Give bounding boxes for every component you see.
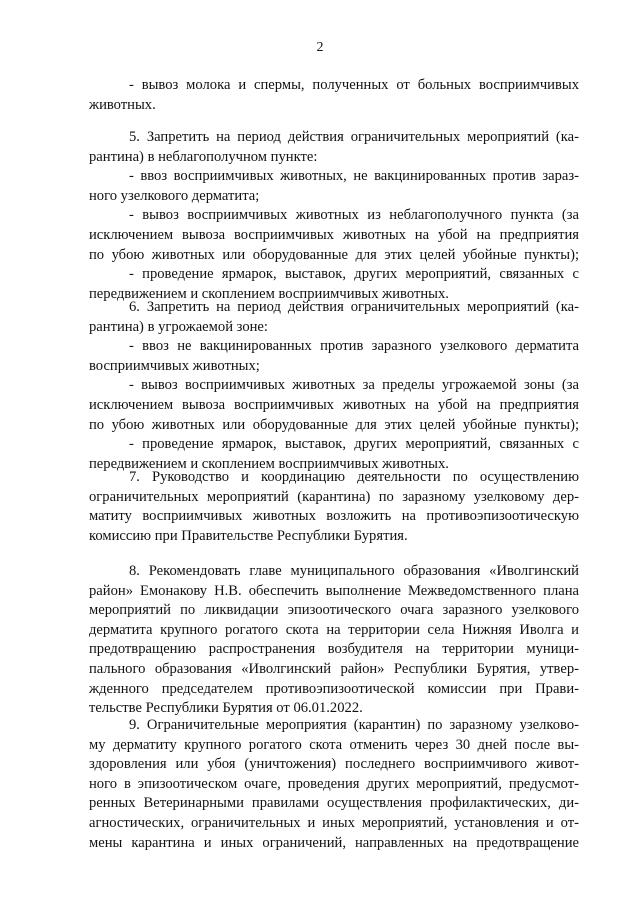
- text-line: мероприятий по ликвидации эпизоотического очага заразного узелкового: [89, 602, 579, 619]
- text-line: ренных Ветеринарными правилами осуществления профилактических, ди-: [89, 795, 579, 812]
- text-line: ограничительных мероприятий (карантина) по заразному узелковому дер-: [89, 488, 579, 505]
- text-line: по убою животных или оборудованные для этих целей убойные пункты);: [89, 246, 579, 263]
- text-line: рантина) в неблагополучном пункте:: [89, 148, 318, 165]
- text-line: 8. Рекомендовать главе муниципального образования «Иволгинский: [129, 563, 579, 579]
- text-line: - проведение ярмарок, выставок, других мероприятий, связанных с: [129, 266, 579, 283]
- text-line: передвижением и скоплением восприимчивых животных.: [89, 455, 449, 472]
- paragraph-item-7: [89, 468, 579, 546]
- text-line: 5. Запретить на период действия ограничительных мероприятий (ка-: [129, 129, 579, 145]
- text-line: тельстве Республики Бурятия от 06.01.2022.: [89, 700, 363, 717]
- paragraph-item-6: [89, 298, 579, 474]
- page-number: 2: [316, 40, 324, 55]
- text-line: 7. Руководство и координацию деятельности по осуществлению: [129, 469, 579, 485]
- text-line: 9. Ограничительные мероприятия (карантин) по заразному узелково-: [129, 717, 579, 733]
- text-line: предотвращению распространения возбудителя на территории муници-: [89, 641, 579, 658]
- text-line: матиту восприимчивых животных возложить на противоэпизоотическую: [89, 508, 579, 525]
- text-line: - проведение ярмарок, выставок, других мероприятий, связанных с: [129, 436, 579, 453]
- text-line: комиссию при Правительстве Республики Бурятия.: [89, 527, 408, 544]
- text-line: мены карантина и иных ограничений, направленных на предотвращение: [89, 834, 579, 851]
- text-line: рантина) в угрожаемой зоне:: [89, 318, 268, 335]
- text-line: ного в эпизоотическом очаге, проведения других мероприятий, предусмот-: [89, 775, 579, 792]
- paragraph-item-8: [89, 562, 579, 719]
- text-line: район» Емонакову Н.В. обеспечить выполнение Межведомственного плана: [89, 582, 579, 599]
- text-line: по убою животных или оборудованные для этих целей убойные пункты);: [89, 416, 579, 433]
- text-line: исключением вывоза восприимчивых животных на убой на предприятия: [89, 226, 579, 243]
- text-line: - ввоз не вакцинированных против заразного узелкового дерматита: [129, 338, 579, 355]
- text-line: 6. Запретить на период действия ограничительных мероприятий (ка-: [129, 299, 579, 315]
- text-line: - вывоз восприимчивых животных за пределы угрожаемой зоны (за: [129, 377, 579, 394]
- text-line: исключением вывоза восприимчивых животных на убой на предприятия: [89, 396, 579, 413]
- paragraph-item-5: [89, 128, 579, 304]
- text-line: - вывоз восприимчивых животных из неблагополучного пункта (за: [129, 207, 579, 224]
- text-line: дерматита крупного рогатого скота на территории села Нижняя Иволга и: [89, 621, 579, 638]
- text-line: здоровления или убоя (уничтожения) последнего восприимчивого живот-: [89, 756, 579, 773]
- text-line: му дерматиту крупного рогатого скота отменить через 30 дней после вы-: [89, 736, 579, 753]
- text-line: агностических, ограничительных и иных мероприятий, установления и от-: [89, 814, 579, 831]
- text-line: животных.: [89, 96, 156, 113]
- text-line: жденного председателем противоэпизоотической комиссии при Прави-: [89, 680, 579, 697]
- text-line: пального образования «Иволгинский район» Республики Бурятия, утвер-: [89, 660, 579, 677]
- paragraph-item-9: [89, 716, 579, 853]
- text-line: ного узелкового дерматита;: [89, 187, 260, 204]
- paragraph-continuation: [89, 76, 579, 115]
- text-line: - вывоз молока и спермы, полученных от больных восприимчивых: [129, 77, 579, 93]
- text-line: - ввоз восприимчивых животных, не вакцинированных против зараз-: [129, 168, 579, 185]
- text-line: восприимчивых животных;: [89, 357, 260, 374]
- text-line: передвижением и скоплением восприимчивых животных.: [89, 285, 449, 302]
